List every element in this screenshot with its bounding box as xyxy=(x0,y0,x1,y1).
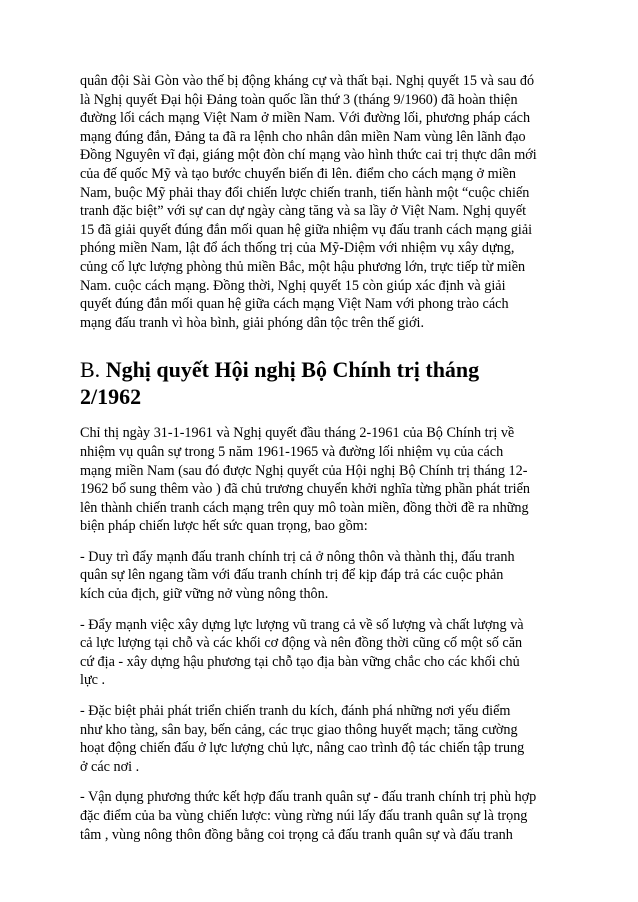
bullet-paragraph-4: - Vận dụng phương thức kết hợp đấu tranh quân sự - đấu tranh chính trị phù hợp đặc điểm của ba vùng chiến lược: vùng rừng núi lấy đấu tranh quân sự là trọng tâm , vùng nông thôn đồng bằng coi trọng cả đấu tranh quân sự và đấu tranh xyxy=(80,789,537,843)
section-paragraph: Chỉ thị ngày 31-1-1961 và Nghị quyết đầu tháng 2-1961 của Bộ Chính trị về nhiệm vụ quân sự trong 5 năm 1961-1965 và đường lối nhiệm vụ của cách mạng miền Nam (sau đó được Nghị quyết của Hội nghị Bộ Chính trị tháng 12- 1962 bổ sung thêm vào ) đã chủ trương chuyển khởi nghĩa từng phần phát triển lên thành chiến tranh cách mạng trên quy mô toàn miền, đồng thời đề ra những biện pháp chiến lược hết sức quan trọng, bao gồm: xyxy=(80,425,531,535)
bullet-paragraph-1: - Duy trì đẩy mạnh đấu tranh chính trị cả ở nông thôn và thành thị, đấu tranh quân sự lên ngang tầm với đấu tranh chính trị để kịp đáp trả các cuộc phản kích của địch, giữ vững nở vùng nông thôn. xyxy=(80,548,515,603)
document-page xyxy=(80,72,570,844)
bullet-paragraph-2: - Đẩy mạnh việc xây dựng lực lượng vũ trang cả về số lượng và chất lượng và cả lực lượng tại chỗ và các khối cơ động và nên đồng thời cũng cố một số căn cứ địa - xây dựng hậu phương tại chỗ tạo địa bàn vững chắc cho các khối chủ lực . xyxy=(80,616,524,689)
bullet-paragraph-3: - Đặc biệt phải phát triển chiến tranh du kích, đánh phá những nơi yếu điểm như kho tàng, sân bay, bến cảng, các trục giao thông huyết mạch; tăng cường hoạt động chiến đấu ở lực lượng chủ lực, nâng cao trình độ tác chiến tập trung ở các nơi . xyxy=(80,703,525,775)
section-heading-prefix: B. xyxy=(80,357,106,383)
intro-paragraph: quân đội Sài Gòn vào thế bị động kháng cự và thất bại. Nghị quyết 15 và sau đó là Nghị quyết Đại hội Đảng toàn quốc lần thứ 3 (tháng 9/1960) đã hoàn thiện đường lối cách mạng Việt Nam ở miền Nam. Với đường lối, phương pháp cách mạng đúng đắn, Đảng ta đã ra lệnh cho nhân dân miền Nam vùng lên lãnh đạo Đồng Nguyên vĩ đại, giáng một đòn chí mạng vào hình thức cai trị thực dân mới của đế quốc Mỹ và tạo bước chuyển biến đi lên. điểm cho cách mạng ở miền Nam, buộc Mỹ phải thay đổi chiến lược chiến tranh, tiến hành một “cuộc chiến tranh đặc biệt” với sự can dự ngày càng tăng và sa lầy ở Việt Nam. Nghị quyết 15 đã giải quyết đúng đắn mối quan hệ giữa nhiệm vụ đấu tranh cách mạng giải phóng miền Nam, lật đổ ách thống trị của Mỹ-Diệm với nhiệm vụ xây dựng, củng cố lực lượng phòng thủ miền Bắc, một hậu phương lớn, trực tiếp từ miền Nam. cuộc cách mạng. Đồng thời, Nghị quyết 15 còn giúp xác định và giải quyết đúng đắn mối quan hệ giữa cách mạng Việt Nam với phong trào cách mạng đấu tranh vì hòa bình, giải phóng dân tộc trên thế giới. xyxy=(80,73,537,331)
section-heading xyxy=(80,356,570,410)
section-heading-title: Nghị quyết Hội nghị Bộ Chính trị tháng 2/1962 xyxy=(80,357,480,410)
